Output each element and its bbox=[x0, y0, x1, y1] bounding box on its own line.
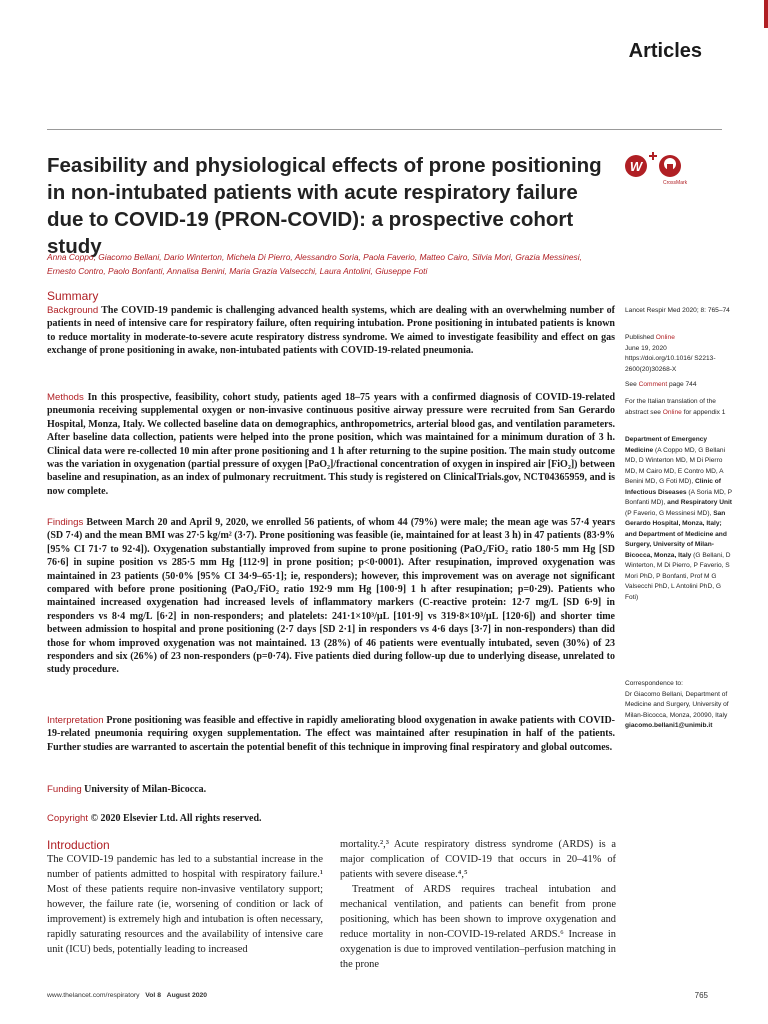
affiliation-2-members: (A Soria MD, P Bonfanti MD), bbox=[625, 488, 732, 506]
abstract-copyright bbox=[47, 812, 615, 825]
abstract-findings bbox=[47, 516, 615, 677]
affiliation-1-name: Department of Emergency Medicine bbox=[625, 436, 708, 454]
journal-citation: Lancet Respir Med 2020; 8: 765–74 bbox=[625, 307, 730, 314]
affiliation-2-name: Clinic of Infectious Diseases bbox=[625, 478, 721, 496]
translation-suffix: for appendix 1 bbox=[681, 408, 726, 416]
comment-suffix: page 744 bbox=[667, 381, 697, 388]
funding-text: University of Milan-Bicocca. bbox=[84, 784, 207, 795]
author-list: Anna Coppo, Giacomo Bellani, Dario Winterton, Michela Di Pierro, Alessandro Soria, Paola Faverio, Matteo Cairo, Silvia Mori, Grazia Messinesi, Ernesto Contro, Paolo Bonfanti, Annalisa Benini, Maria Grazia Valsecchi, Laura Antolini, Giuseppe Foti bbox=[47, 252, 582, 276]
publication-info bbox=[625, 333, 733, 375]
body-column-right bbox=[340, 837, 616, 972]
interpretation-text: Prone positioning was feasible and effective in rapidly ameliorating blood oxygenation in awake patients with COVID-19-related pneumonia requiring oxygen supplementation. The effect was maintained after resupination in half of the patients. Further studies are warranted to ascertain the potential benefit of this technique in improving final respiratory and global outcomes. bbox=[47, 715, 615, 753]
top-edge-stripe bbox=[764, 0, 768, 28]
copyright-label: Copyright bbox=[47, 813, 89, 824]
background-text: The COVID-19 pandemic is challenging advanced health systems, which are dealing with an overwhelming number of patients in need of intensive care for respiratory failure, often requiring intubation. Prone positioning in intubated patients is known to reduce mortality in moderate-to-severe acute respiratory distress syndrome. We aimed to investigate feasibility and effect on gas exchange of prone positioning in awake, non-intubated patients with COVID-19-related pneumonia. bbox=[47, 305, 615, 357]
affiliation-3-members: (P Faverio, G Messinesi MD), bbox=[625, 509, 714, 517]
methods-label: Methods bbox=[47, 392, 84, 403]
intro-paragraph-1: The COVID-19 pandemic has led to a substantial increase in the number of patients admitted to hospital with respiratory failure.¹ Most of these patients require non-invasive ventilatory support; however, the failure rate (ie, worsening of condition or lack of improvement) is extremely high and intubation is often necessary, rapidly saturating resources and the availability of intensive care unit (ICU) beds, potentially leading to increased bbox=[47, 854, 323, 955]
abstract-background bbox=[47, 304, 615, 358]
doi-link[interactable]: https://doi.org/10.1016/ S2213-2600(20)30268-X bbox=[625, 355, 716, 373]
abstract-methods bbox=[47, 391, 615, 498]
findings-label: Findings bbox=[47, 517, 84, 528]
copyright-text: © 2020 Elsevier Ltd. All rights reserved. bbox=[90, 813, 262, 824]
abstract-funding bbox=[47, 783, 615, 796]
published-prefix: Published bbox=[625, 334, 656, 341]
crossmark-label: CrossMark bbox=[663, 180, 688, 186]
body-column-left bbox=[47, 852, 323, 957]
methods-text: In this prospective, feasibility, cohort study, patients aged 18–75 years with a confirmed diagnosis of COVID-19-related pneumonia receiving supplemental oxygen or non-invasive continuous positive airway pressure were recruited from San Gerardo Hospital, Monza, Italy. We collected baseline data on demographics, anthropometrics, arterial blood gas, and ventilation parameters. After baseline data collection, patients were helped into the prone position, which was maintained for a minimum duration of 3 h. Clinical data were re-collected 10 min after prone positioning and 1 h after returning to the supine position. The main study outcome was the variation in oxygenation (partial pressure of oxygen [PaO₂]/fractional concentration of oxygen in inspired air [FiO₂]) between baseline and resupination, as an index of pulmonary recruitment. This study is registered on ClinicalTrials.gov, NCT04365959, and is now complete. bbox=[47, 392, 615, 497]
svg-text:W: W bbox=[629, 159, 643, 174]
affiliation-3-name: and Respiratory Unit bbox=[667, 499, 733, 506]
translation-link[interactable]: Online bbox=[662, 408, 682, 416]
page-number: 765 bbox=[694, 991, 708, 1000]
affiliations bbox=[625, 435, 733, 603]
article-title: Feasibility and physiological effects of prone positioning in non-intubated patients with acute respiratory failure due to COVID-19 (PRON-COVID): a prospective cohort study bbox=[47, 154, 602, 258]
correspondence-label: Correspondence to: bbox=[625, 680, 683, 687]
intro-paragraph-2: Treatment of ARDS requires tracheal intubation and mechanical ventilation, and patients can benefit from prone positioning, which has been shown to improve oxygenation and reduce mortality in non-COVID-19-related ARDS.⁶ Increase in oxygenation is due to improved ventilation–perfusion matching in the prone bbox=[340, 884, 616, 970]
affiliation-4-members: (G Bellani, D Winterton, M Di Pierro, P Faverio, S Mori PhD, P Bonfanti, Prof M G Valsecchi PhD, L Antolini PhD, G Foti) bbox=[625, 551, 731, 601]
footer-volume: Vol 8 bbox=[145, 992, 161, 999]
correspondence bbox=[625, 679, 733, 732]
published-online-link[interactable]: Online bbox=[655, 334, 675, 341]
interpretation-label: Interpretation bbox=[47, 715, 104, 726]
header-divider bbox=[47, 129, 722, 130]
footer-url[interactable]: www.thelancet.com/respiratory bbox=[47, 992, 140, 999]
intro-paragraph-continued: mortality.²,³ Acute respiratory distress syndrome (ARDS) is a major complication of COVID-19 that occurs in 20–41% of patients with severe disease.⁴,⁵ bbox=[340, 839, 616, 880]
background-label: Background bbox=[47, 305, 99, 316]
correspondence-address: Dr Giacomo Bellani, Department of Medicine and Surgery, University of Milan-Bicocca, Monza, 20090, Italy bbox=[625, 690, 729, 719]
section-label: Articles bbox=[628, 40, 702, 62]
comment-reference bbox=[625, 380, 733, 391]
summary-heading: Summary bbox=[47, 289, 99, 303]
funding-label: Funding bbox=[47, 784, 82, 795]
translation-prefix: For the Italian translation of the abstract see bbox=[625, 398, 716, 416]
footer-date: August 2020 bbox=[166, 992, 208, 999]
affiliation-1-members: (A Coppo MD, G Bellani MD, D Winterton MD, M Di Pierro MD, M Cairo MD, E Contro MD, A Benini MD, G Foti MD), bbox=[625, 446, 726, 485]
correspondence-email[interactable]: giacomo.bellani1@unimib.it bbox=[625, 722, 713, 729]
comment-prefix: See bbox=[625, 381, 639, 388]
page-footer bbox=[47, 992, 207, 999]
translation-note bbox=[625, 397, 733, 418]
published-date: June 19, 2020 bbox=[625, 344, 667, 352]
affiliation-4-name: San Gerardo Hospital, Monza, Italy; and Department of Medicine and Surgery, University of Milan-Bicocca, Monza, Italy bbox=[625, 509, 727, 559]
findings-text: Between March 20 and April 9, 2020, we enrolled 56 patients, of whom 44 (79%) were male; the mean age was 57·4 years (SD 7·4) and the mean BMI was 27·5 kg/m² (3·7). Prone positioning was feasible (ie, maintained for at least 3 h) in 47 patients (83·9% [95% CI 71·7 to 92·4]). Oxygenation substantially improved from supine to prone positioning (PaO₂/FiO₂ ratio 180·5 mm Hg [SD 76·6] in supine position vs 285·5 mm Hg [112·9] in prone position; p<0·0001). After resupination, improved oxygenation was maintained in 23 patients (50·0% [95% CI 34·9–65·1]; ie, responders); however, this improvement was on average not significant compared with before prone positioning (PaO₂/FiO₂ ratio 192·9 mm Hg [100·9] 1 h after resupination; p=0·29). Patients who maintained increased oxygenation had increased levels of inflammatory markers (C-reactive protein: 12·7 mg/L [SD 6·9] in responders vs 8·4 mg/L [6·2] in non-responders; and platelets: 241·1×10³/µL [101·9] vs 319·8×10³/µL [120·6]) and shorter time between admission to hospital and prone positioning (2·7 days [SD 2·1] in responders vs 4·6 days [3·7] in non-responders) than did those for whom improved oxygenation was not maintained. 13 (28%) of 46 patients were eventually intubated, seven (30%) of 23 responders and six (26%) of 23 non-responders (p=0·74). Five patients died during follow-up due to underlying disease, unrelated to study procedure. bbox=[47, 517, 615, 676]
abstract-interpretation bbox=[47, 714, 615, 754]
introduction-heading: Introduction bbox=[47, 838, 110, 852]
comment-link[interactable]: Comment bbox=[638, 381, 668, 388]
